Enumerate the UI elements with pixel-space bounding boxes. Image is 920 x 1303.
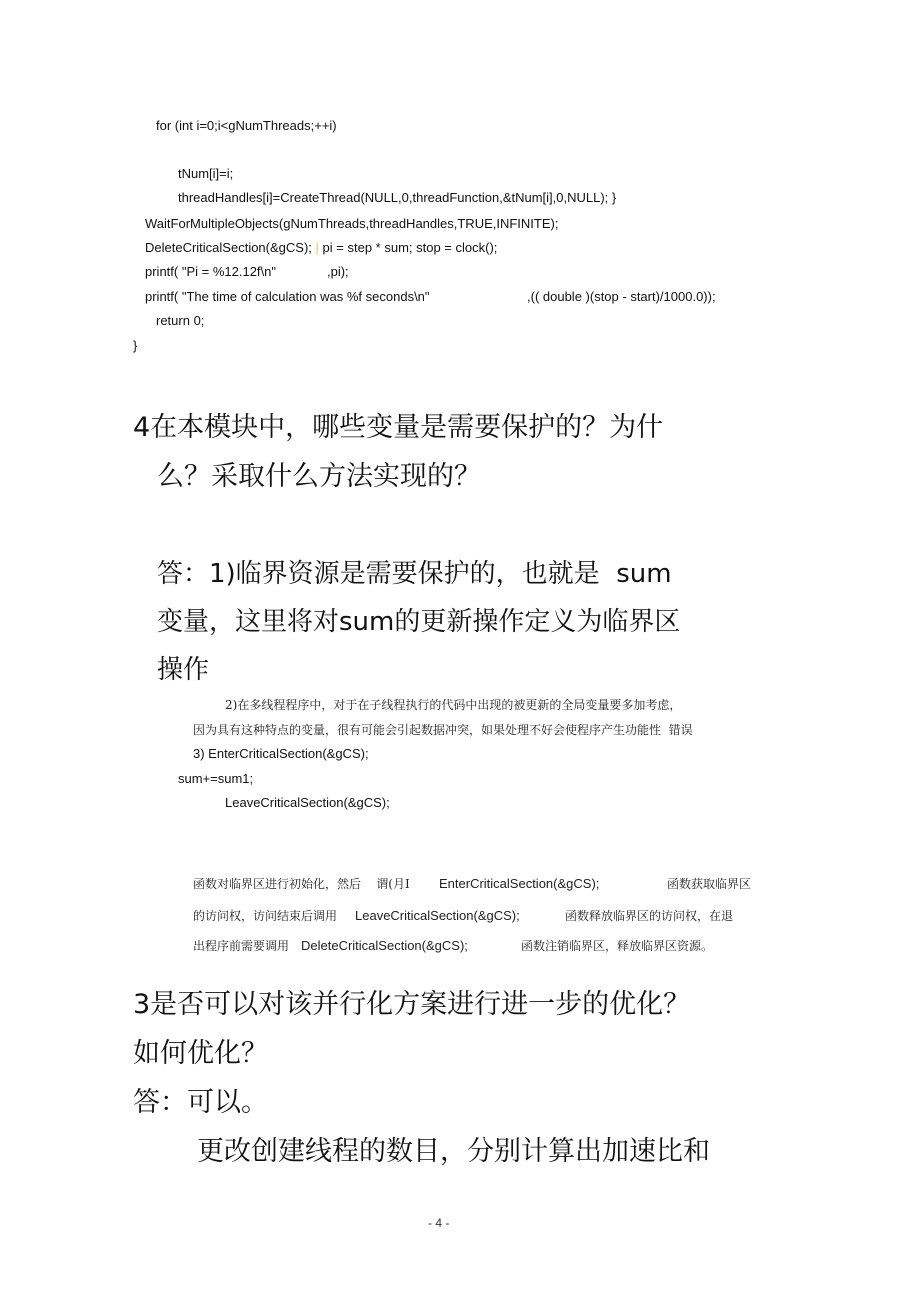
question-3-line2: 如何优化？ xyxy=(133,1038,268,1069)
answer-3-line1: 答：可以。 xyxy=(133,1087,268,1118)
code-line-for-loop: for (int i=0;i<gNumThreads;++i) xyxy=(156,118,337,133)
answer-4-point3-enter: 3) EnterCriticalSection(&gCS); xyxy=(193,746,369,761)
answer-4-line3: 操作 xyxy=(157,655,210,685)
explain-line2-func: LeaveCriticalSection(&gCS); xyxy=(355,908,520,923)
code-line-printf-time: printf( "The time of calculation was %f seconds\n" xyxy=(145,289,430,304)
answer-4-point3-sum: sum+=sum1; xyxy=(178,771,254,786)
code-line-close-brace: } xyxy=(133,338,138,353)
code-line-return: return 0; xyxy=(156,313,205,328)
answer-4-point2-line1: 2)在多线程程序中，对于在子线程执行的代码中出现的被更新的全局变量要多加考虑， xyxy=(225,698,682,712)
code-line-printf-pi: printf( "Pi = %12.12f\n" xyxy=(145,264,276,279)
page-number: - 4 - xyxy=(428,1216,450,1230)
code-pi-calc: pi = step * sum; stop = clock(); xyxy=(322,240,498,255)
answer-4-line1: 答：1)临界资源是需要保护的，也就是 sum xyxy=(157,559,672,589)
answer-3-line2: 更改创建线程的数目，分别计算出加速比和 xyxy=(197,1136,710,1167)
explain-line2-end: 函数释放临界区的访问权，在退 xyxy=(565,909,734,923)
code-line-wait: WaitForMultipleObjects(gNumThreads,threadHandles,TRUE,INFINITE); xyxy=(145,216,559,231)
question-4-line1: 4在本模块中，哪些变量是需要保护的？为什 xyxy=(133,412,664,443)
code-line-printf-pi-arg: ,pi); xyxy=(327,264,349,279)
explain-line1-text: 函数对临界区进行初始化，然后 谓(月I xyxy=(193,877,410,891)
explain-line2-text: 的访问权，访问结束后调用 xyxy=(193,909,338,923)
answer-4-point3-leave: LeaveCriticalSection(&gCS); xyxy=(225,795,390,810)
code-line-create-thread: threadHandles[i]=CreateThread(NULL,0,threadFunction,&tNum[i],0,NULL); } xyxy=(178,190,617,205)
explain-line1-end: 函数获取临界区 xyxy=(667,877,752,891)
text-cursor-mark: | xyxy=(315,240,319,255)
explain-line3-func: DeleteCriticalSection(&gCS); xyxy=(301,938,468,953)
code-line-delete-cs xyxy=(145,240,497,256)
code-line-printf-time-arg: ,(( double )(stop - start)/1000.0)); xyxy=(527,289,716,304)
question-4-line2: 么？采取什么方法实现的？ xyxy=(157,461,481,492)
code-delete-cs: DeleteCriticalSection(&gCS); xyxy=(145,240,312,255)
answer-4-line2: 变量，这里将对sum的更新操作定义为临界区 xyxy=(157,607,681,637)
explain-line1-func: EnterCriticalSection(&gCS); xyxy=(439,876,600,891)
question-3-line1: 3是否可以对该并行化方案进行进一步的优化？ xyxy=(133,989,691,1020)
explain-line3-end: 函数注销临界区，释放临界区资源。 xyxy=(521,939,714,953)
answer-4-point2-line2: 因为具有这种特点的变量，很有可能会引起数据冲突，如果处理不好会使程序产生功能性 错误 xyxy=(193,723,693,737)
code-line-tnum: tNum[i]=i; xyxy=(178,166,234,181)
explain-line3-text: 出程序前需要调用 xyxy=(193,939,290,953)
